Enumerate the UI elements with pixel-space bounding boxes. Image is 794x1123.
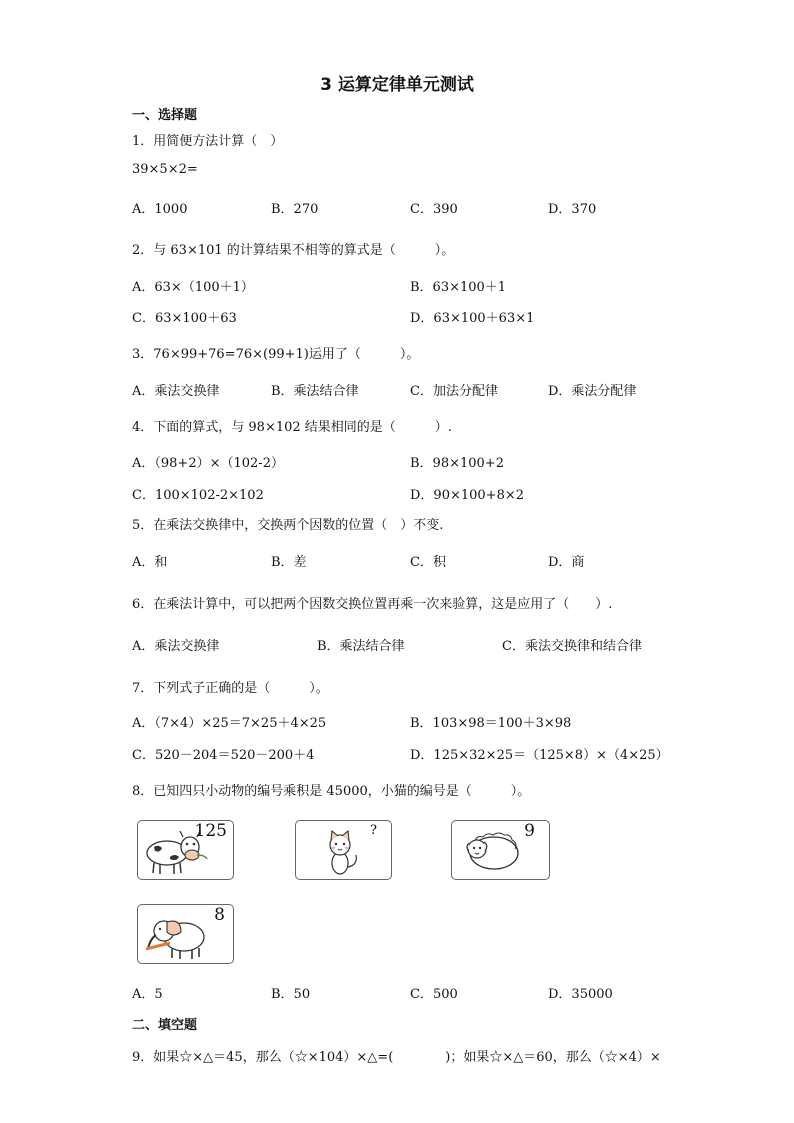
q2-option-a[interactable]: A．63×（100＋1） [132,280,254,295]
q4-option-a[interactable]: A．（98+2）×（102-2） [132,456,284,471]
animal-card-cat [295,820,392,880]
q5-option-a[interactable]: A．和 [132,555,168,570]
q1-expression: 39×5×2= [132,162,198,177]
q3-option-d[interactable]: D．乘法分配律 [548,384,637,399]
q8-option-b[interactable]: B．50 [271,987,311,1002]
q6-stem: 6．在乘法计算中，可以把两个因数交换位置再乘一次来验算，这是应用了（ ）. [132,597,613,612]
q6-option-b[interactable]: B．乘法结合律 [317,639,405,654]
q8-stem: 8．已知四只小动物的编号乘积是 45000，小猫的编号是（ ）。 [132,784,531,799]
q4-option-d[interactable]: D．90×100+8×2 [410,488,524,503]
q2-option-c[interactable]: C．63×100＋63 [132,311,237,326]
q4-option-b[interactable]: B．98×100+2 [410,456,504,471]
q5-option-c[interactable]: C．积 [410,555,446,570]
q3-option-b[interactable]: B．乘法结合律 [271,384,359,399]
q4-option-c[interactable]: C．100×102-2×102 [132,488,264,503]
q2-option-d[interactable]: D．63×100＋63×1 [410,311,535,326]
animal-card-cow [137,820,234,880]
section-heading-choice: 一、选择题 [132,108,198,123]
q1-option-d[interactable]: D．370 [548,202,597,217]
q6-option-a[interactable]: A．乘法交换律 [132,639,220,654]
elephant-icon [142,909,214,961]
q8-option-d[interactable]: D．35000 [548,987,613,1002]
animal-card-sheep [451,820,550,880]
cow-number: 125 [194,821,227,841]
sheep-number: 9 [524,821,535,841]
q1-option-a[interactable]: A．1000 [132,202,188,217]
q1-stem: 1．用简便方法计算（ ） [132,134,284,149]
q3-option-a[interactable]: A．乘法交换律 [132,384,220,399]
q5-option-b[interactable]: B．差 [271,555,307,570]
section-heading-fill: 二、填空题 [132,1018,198,1033]
q7-option-a[interactable]: A．（7×4）×25＝7×25＋4×25 [132,716,327,731]
elephant-number: 8 [214,905,225,925]
q5-stem: 5．在乘法交换律中，交换两个因数的位置（ ）不变. [132,518,444,533]
animal-card-elephant [137,904,234,964]
q1-option-c[interactable]: C．390 [410,202,458,217]
q8-option-a[interactable]: A．5 [132,987,163,1002]
q7-option-b[interactable]: B．103×98＝100＋3×98 [410,716,572,731]
q7-stem: 7．下列式子正确的是（ ）。 [132,681,329,696]
q7-option-d[interactable]: D．125×32×25＝（125×8）×（4×25） [410,748,669,763]
q5-option-d[interactable]: D．商 [548,555,585,570]
q3-option-c[interactable]: C．加法分配律 [410,384,498,399]
q2-stem: 2．与 63×101 的计算结果不相等的算式是（ ）。 [132,243,455,258]
q3-stem: 3．76×99+76=76×(99+1)运用了（ ）。 [132,347,420,362]
q6-option-c[interactable]: C．乘法交换律和结合律 [502,639,642,654]
page-title: 3 运算定律单元测试 [320,75,474,95]
sheep-icon [456,825,526,877]
q9-stem: 9．如果☆×△＝45，那么（☆×104）×△=( )；如果☆×△＝60，那么（☆×4）× [132,1050,661,1065]
q4-stem: 4．下面的算式，与 98×102 结果相同的是（ ）. [132,420,452,435]
cat-icon [310,825,370,877]
cat-number: ? [370,823,377,838]
q2-option-b[interactable]: B．63×100＋1 [410,280,507,295]
q7-option-c[interactable]: C．520－204＝520－200＋4 [132,748,315,763]
q8-option-c[interactable]: C．500 [410,987,458,1002]
q1-option-b[interactable]: B．270 [271,202,319,217]
